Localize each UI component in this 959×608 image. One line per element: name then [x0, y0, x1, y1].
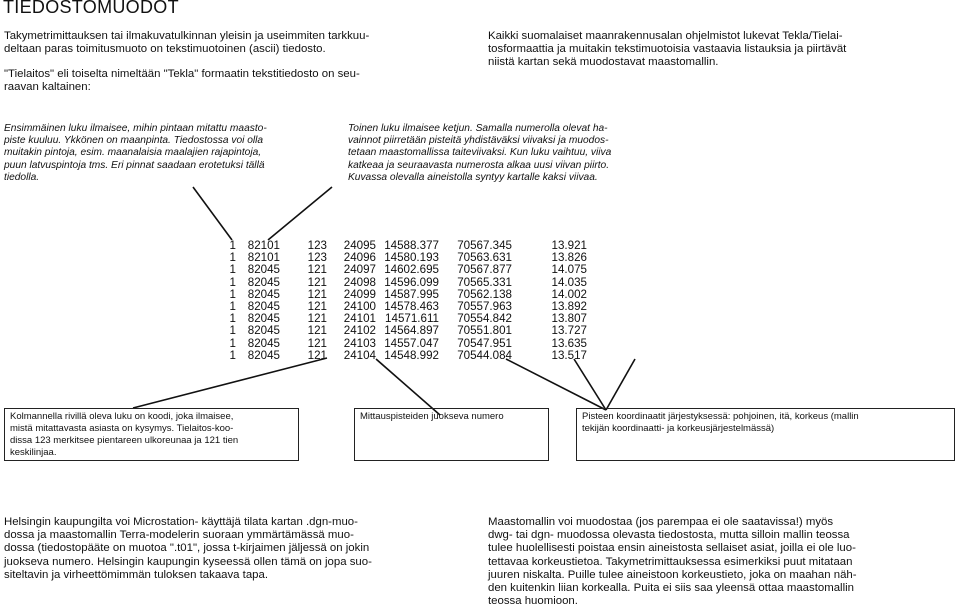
- table-cell: 82045: [247, 336, 280, 350]
- table-cell: 24097: [343, 263, 376, 277]
- table-cell: 70567.345: [457, 239, 512, 252]
- table-cell: 121: [307, 348, 327, 362]
- table-cell: 82045: [247, 312, 280, 326]
- table-cell: 82045: [247, 275, 280, 289]
- coordinate-explanation-box: Pisteen koordinaatit järjestyksessä: pohjoinen, itä, korkeus (mallin tekijän koordinaatti- ja korkeusjärjestelmässä): [576, 408, 955, 461]
- table-cell: 123: [307, 251, 327, 265]
- table-cell: 24095: [343, 239, 376, 252]
- table-row: [226, 350, 587, 362]
- annotation-first-number: Ensimmäinen luku ilmaisee, mihin pintaan mitattu maasto- piste kuuluu. Ykkönen on maanpinta. Tiedostossa voi olla muitakin pintoja, esim. maanalaisia maalajien rajapintoja, puun latvuspintoja tms. Eri pinnat saadaan erotetuksi tällä tiedolla.: [4, 123, 267, 183]
- connector-point-number: [376, 359, 440, 415]
- table-cell: 1: [229, 251, 236, 265]
- table-cell: 121: [307, 336, 327, 350]
- table-cell: 70563.631: [457, 251, 512, 265]
- table-cell: 70567.877: [457, 263, 512, 277]
- connector-coord-n: [506, 359, 606, 410]
- table-cell: 13.517: [551, 348, 587, 362]
- table-cell: 1: [229, 239, 236, 252]
- table-cell: 82045: [247, 300, 280, 314]
- table-cell: 24096: [343, 251, 376, 265]
- intro-right-paragraph: Kaikki suomalaiset maanrakennusalan ohjelmistot lukevat Tekla/Tielai- tosformaattia ja muitakin tekstimuotoisia vastaavia listauksia ja piirtävät niistä kartan sekä muodostavat maastomallin.: [488, 30, 847, 69]
- table-cell: 14.075: [551, 263, 587, 277]
- connector-code: [133, 358, 327, 408]
- table-cell: 123: [307, 239, 327, 252]
- table-cell: 121: [307, 312, 327, 326]
- connector-first-number: [193, 187, 232, 240]
- table-cell: 14.002: [551, 287, 587, 301]
- table-cell: 82045: [247, 287, 280, 301]
- table-cell: 14580.193: [384, 251, 439, 265]
- table-cell: 1: [229, 336, 236, 350]
- table-cell: 82045: [247, 324, 280, 338]
- table-cell: 121: [307, 300, 327, 314]
- table-cell: 14564.897: [384, 324, 439, 338]
- table-cell: 24102: [343, 324, 376, 338]
- connector-coord-h: [606, 359, 635, 410]
- table-cell: 24100: [343, 300, 376, 314]
- table-cell: 70554.842: [457, 312, 512, 326]
- table-row: [226, 277, 587, 289]
- code-explanation-box: Kolmannella rivillä oleva luku on koodi, joka ilmaisee, mistä mitattavasta asiasta on kysymys. Tielaitos-koo- dissa 123 merkitsee pientareen ulkoreunaa ja 121 tien keskilinjaa.: [4, 408, 299, 461]
- table-cell: 14571.611: [385, 312, 439, 326]
- page-title: TIEDOSTOMUODOT: [3, 0, 179, 17]
- table-cell: 14578.463: [384, 300, 439, 314]
- table-row: [226, 264, 587, 276]
- table-cell: 24099: [343, 287, 376, 301]
- table-cell: 70547.951: [457, 336, 512, 350]
- table-row: [226, 338, 587, 350]
- table-cell: 82101: [247, 251, 280, 265]
- table-cell: 121: [307, 287, 327, 301]
- bottom-right-paragraph: Maastomallin voi muodostaa (jos parempaa ei ole saatavissa!) myös dwg- tai dgn- muodossa olevasta tiedostosta, mutta silloin mallin teossa tulee huolellisesti poistaa ensin aineistosta sellaiset asiat, joilla ei ole luo- tettavaa korkeustietoa. Takymetrimittauksessa esimerkiksi puut mitataan juuren niskalta. Puille tulee aineistoon korkeustieto, joka on maahan näh- den kuitenkin liian korkealla. Puita ei siis saa yleensä ottaa maastomallin teossa huomioon.: [488, 516, 857, 608]
- table-cell: 14548.992: [384, 348, 439, 362]
- table-cell: 13.635: [551, 336, 587, 350]
- table-cell: 14602.695: [384, 263, 439, 277]
- survey-data-rows: [226, 240, 587, 362]
- table-cell: 13.921: [551, 239, 587, 252]
- connector-second-number: [268, 187, 332, 240]
- table-cell: 121: [307, 324, 327, 338]
- table-cell: 13.826: [551, 251, 587, 265]
- table-cell: 24103: [343, 336, 376, 350]
- annotation-second-number: Toinen luku ilmaisee ketjun. Samalla numerolla olevat ha- vainnot piirretään pisteitä yhdistäväksi viivaksi ja muodos- tetaan maastomallissa taiteviivaksi. Kun luku vaihtuu, viiva katkeaa ja seuraavasta numerosta alkaa uusi viivan piirto. Kuvassa olevalla aineistolla syntyy kartalle kaksi viivaa.: [348, 123, 612, 183]
- survey-data-table: [226, 240, 587, 362]
- table-cell: 70562.138: [457, 287, 512, 301]
- table-cell: 121: [307, 275, 327, 289]
- table-cell: 1: [229, 312, 236, 326]
- intro-left-paragraph-1: Takymetrimittauksen tai ilmakuvatulkinnan yleisin ja useimmiten tarkkuu- deltaan paras toimitusmuoto on tekstimuotoinen (ascii) tiedosto.: [4, 30, 370, 56]
- table-cell: 13.727: [551, 324, 587, 338]
- table-cell: 1: [229, 275, 236, 289]
- table-cell: 1: [229, 348, 236, 362]
- table-cell: 14587.995: [384, 287, 439, 301]
- table-cell: 82101: [247, 239, 280, 252]
- table-cell: 24104: [343, 348, 376, 362]
- table-cell: 24101: [343, 312, 376, 326]
- intro-left-paragraph-2: "Tielaitos" eli toiselta nimeltään "Tekla" formaatin tekstitiedosto on seu- raavan kaltainen:: [4, 68, 360, 94]
- table-cell: 1: [229, 287, 236, 301]
- table-cell: 14.035: [551, 275, 587, 289]
- table-cell: 1: [229, 263, 236, 277]
- table-cell: 13.807: [551, 312, 587, 326]
- table-cell: 82045: [247, 263, 280, 277]
- table-cell: 24098: [343, 275, 376, 289]
- table-row: [226, 325, 587, 337]
- point-number-box: Mittauspisteiden juokseva numero: [354, 408, 549, 461]
- table-cell: 14588.377: [384, 239, 439, 252]
- table-cell: 13.892: [551, 300, 587, 314]
- table-cell: 70565.331: [457, 275, 512, 289]
- table-cell: 70557.963: [457, 300, 512, 314]
- table-cell: 14596.099: [384, 275, 439, 289]
- table-cell: 1: [229, 324, 236, 338]
- table-cell: 14557.047: [384, 336, 439, 350]
- table-cell: 1: [229, 300, 236, 314]
- table-cell: 70551.801: [457, 324, 512, 338]
- table-cell: 70544.084: [457, 348, 512, 362]
- table-cell: 121: [307, 263, 327, 277]
- bottom-left-paragraph: Helsingin kaupungilta voi Microstation- käyttäjä tilata kartan .dgn-muo- dossa ja maastomallin Terra-modelerin suoraan ymmärtämässä muo- dossa (tiedostopääte on muotoa ".t01", jossa t-kirjaimen jäljessä on jokin juokseva numero. Helsingin kaupungin kyseessä ollen tämä on jopa suo- siteltavin ja virheettömimmän tuloksen takaava tapa.: [4, 516, 372, 581]
- table-cell: 82045: [247, 348, 280, 362]
